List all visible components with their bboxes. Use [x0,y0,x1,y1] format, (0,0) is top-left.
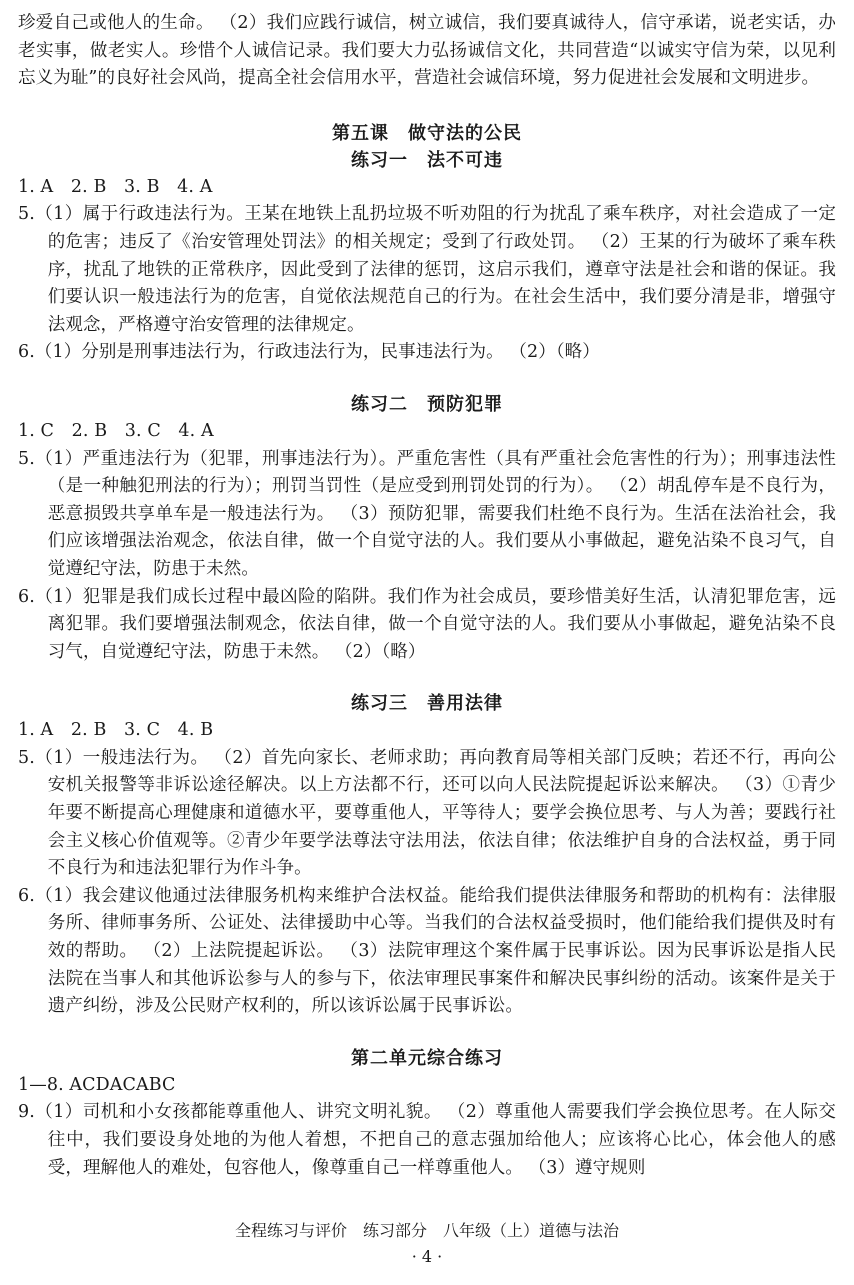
ex1-title: 练习一 法不可违 [351,149,503,171]
unit2-choice-answers: 1—8. ACDACABC [18,1074,176,1095]
intro-paragraph: 珍爱自己或他人的生命。 （2）我们应践行诚信，树立诚信，我们要真诚待人，信守承诺，说老实话，办老实事，做老实人。珍惜个人诚信记录。我们要大力弘扬诚信文化，共同营造“以诚实守信为荣，以见利忘义为耻”的良好社会风尚，提高全社会信用水平，营造社会诚信环境，努力促进社会发展和文明进步。 [18,13,836,89]
ex2-choice-answers: 1. C 2. B 3. C 4. A [18,420,214,441]
ex2-q6-answer: 6.（1）犯罪是我们成长过程中最凶险的陷阱。我们作为社会成员，要珍惜美好生活，认清犯罪危害，远离犯罪。我们要增强法制观念，依法自律，做一个自觉守法的人。我们要从小事做起，避免沾染不良习气，自觉遵纪守法，防患于未然。 （2）（略） [18,586,836,662]
unit2-title: 第二单元综合练习 [351,1047,503,1069]
ex2-q5-answer: 5.（1）严重违法行为（犯罪，刑事违法行为）。严重危害性（具有严重社会危害性的行为）；刑事违法性（是一种触犯刑法的行为）；刑罚当罚性（是应受到刑罚处罚的行为）。 （2）胡乱停车是不良行为，恶意损毁共享单车是一般违法行为。 （3）预防犯罪，需要我们杜绝不良行为。生活在法治社会，我们应该增强法治观念，依法自律，做一个自觉守法的人。我们要从小事做起，避免沾染不良习气，自觉遵纪守法，防患于未然。 [18,448,836,579]
ex3-choice-answers: 1. A 2. B 3. C 4. B [18,720,214,741]
ex3-title: 练习三 善用法律 [351,693,503,715]
ex3-q6-answer: 6.（1）我会建议他通过法律服务机构来维护合法权益。能给我们提供法律服务和帮助的机构有：法律服务所、律师事务所、公证处、法律援助中心等。当我们的合法权益受损时，他们能给我们提供及时有效的帮助。 （2）上法院提起诉讼。 （3）法院审理这个案件属于民事诉讼。因为民事诉讼是指人民法院在当事人和其他诉讼参与人的参与下，依法审理民事案件和解决民事纠纷的活动。该案件是关于遗产纠纷，涉及公民财产权利的，所以该诉讼属于民事诉讼。 [18,885,836,1017]
lesson5-title: 第五课 做守法的公民 [332,122,522,144]
page-number: · 4 · [411,1247,443,1266]
answer-page [18,10,836,1182]
page-footer: 全程练习与评价 练习部分 八年级（上）道德与法治 [234,1221,619,1240]
ex1-q6-answer: 6.（1）分别是刑事违法行为，行政违法行为，民事违法行为。 （2）（略） [18,342,600,363]
unit2-q9-answer: 9.（1）司机和小女孩都能尊重他人、讲究文明礼貌。 （2）尊重他人需要我们学会换位思考。在人际交往中，我们要设身处地的为他人着想，不把自己的意志强加给他人；应该将心比心，体会他人的感受，理解他人的难处，包容他人，像尊重自己一样尊重他人。 （3）遵守规则 [18,1102,836,1178]
ex3-q5-answer: 5.（1）一般违法行为。 （2）首先向家长、老师求助；再向教育局等相关部门反映；若还不行，再向公安机关报警等非诉讼途径解决。以上方法都不行，还可以向人民法院提起诉讼来解决。 （3）①青少年要不断提高心理健康和道德水平，要尊重他人，平等待人；要学会换位思考、与人为善；要践行社会主义核心价值观等。②青少年要学法尊法守法用法，依法自律；依法维护自身的合法权益，勇于同不良行为和违法犯罪行为作斗争。 [18,747,836,879]
ex2-title: 练习二 预防犯罪 [351,393,503,415]
ex1-choice-answers: 1. A 2. B 3. B 4. A [18,176,213,197]
ex1-q5-answer: 5.（1）属于行政违法行为。王某在地铁上乱扔垃圾不听劝阻的行为扰乱了乘车秩序，对社会造成了一定的危害；违反了《治安管理处罚法》的相关规定；受到了行政处罚。 （2）王某的行为破坏了乘车秩序，扰乱了地铁的正常秩序，因此受到了法律的惩罚，这启示我们，遵章守法是社会和谐的保证。我们要认识一般违法行为的危害，自觉依法规范自己的行为。在社会生活中，我们要分清是非，增强守法观念，严格遵守治安管理的法律规定。 [18,204,836,335]
